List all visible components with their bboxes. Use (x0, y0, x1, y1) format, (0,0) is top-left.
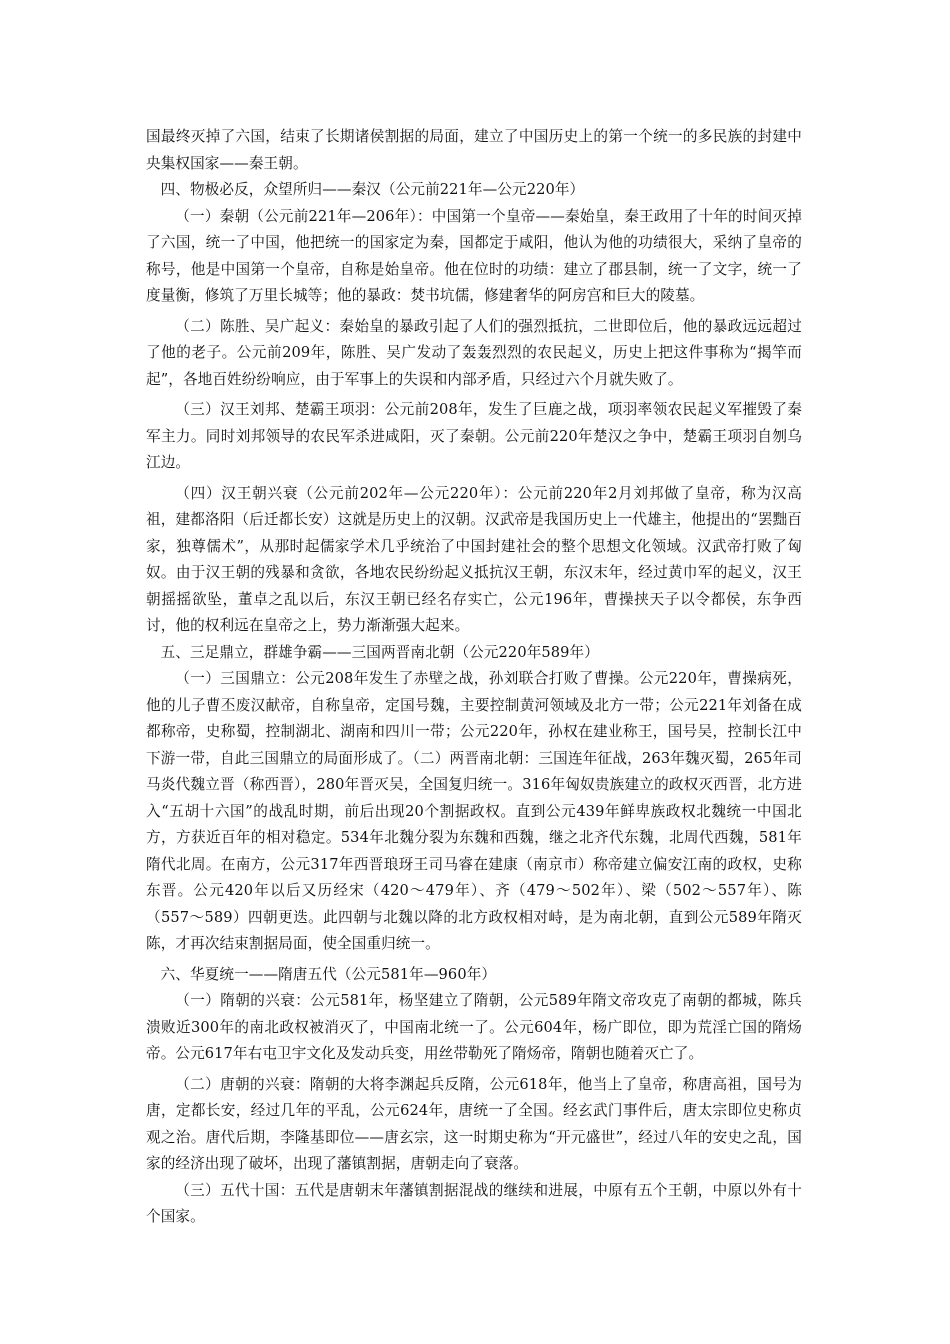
paragraph-sui-dynasty: （一）隋朝的兴衰：公元581年，杨坚建立了隋朝，公元589年隋文帝攻克了南朝的都城，陈兵溃败近300年的南北政权被消灭了，中国南北统一了。公元604年，杨广即位，即为荒淫亡国的隋炀帝。公元617年右屯卫宇文化及发动兵变，用丝带勒死了隋炀帝，隋朝也随着灭亡了。 (146, 992, 802, 1062)
section-heading-sui-tang: 六、华夏统一——隋唐五代（公元581年—960年） (160, 965, 497, 983)
paragraph-han-dynasty: （四）汉王朝兴衰（公元前202年—公元220年）：公元前220年2月刘邦做了皇帝，称为汉高祖，建都洛阳（后迁都长安）这就是历史上的汉朝。汉武帝是我国历史上一代雄主，他提出的“罢黜百家，独尊儒术”，从那时起儒家学术几乎统治了中国封建社会的整个思想文化领域。汉武帝打败了匈奴。由于汉王朝的残暴和贪欲，各地农民纷纷起义抵抗汉王朝，东汉末年，经过黄巾军的起义，汉王朝摇摇欲坠，董卓之乱以后，东汉王朝已经名存实亡，公元196年，曹操挟天子以令都侯，东争西讨，他的权利远在皇帝之上，势力渐渐强大起来。 (146, 484, 802, 634)
paragraph-chen-sheng-wu-guang: （二）陈胜、吴广起义：秦始皇的暴政引起了人们的强烈抵抗，二世即位后，他的暴政远远超过了他的老子。公元前209年，陈胜、吴广发动了轰轰烈烈的农民起义，历史上把这件事称为“揭竿而起”，各地百姓纷纷响应，由于军事上的失误和内部矛盾，只经过六个月就失败了。 (146, 317, 802, 388)
section-heading-qin-han: 四、物极必反，众望所归——秦汉（公元前221年—公元220年） (160, 181, 585, 198)
paragraph-intro: 国最终灭掉了六国，结束了长期诸侯割据的局面，建立了中国历史上的第一个统一的多民族的封建中央集权国家——秦王朝。 (146, 128, 802, 172)
paragraph-five-dynasties: （三）五代十国：五代是唐朝末年藩镇割据混战的继续和进展，中原有五个王朝，中原以外有十个国家。 (146, 1181, 802, 1225)
paragraph-three-kingdoms: （一）三国鼎立：公元208年发生了赤壁之战，孙刘联合打败了曹操。公元220年，曹操病死，他的儿子曹丕废汉献帝，自称皇帝，定国号魏，主要控制黄河领域及北方一带；公元221年刘备在成都称帝，史称蜀，控制湖北、湖南和四川一带；公元220年，孙权在建业称王，国号吴，控制长江中下游一带，自此三国鼎立的局面形成了。（二）两晋南北朝：三国连年征战，263年魏灭蜀，265年司马炎代魏立晋（称西晋），280年晋灭吴，全国复归统一。316年匈奴贵族建立的政权灭西晋，北方进入“五胡十六国”的战乱时期，前后出现20个割据政权。直到公元439年鲜卑族政权北魏统一中国北方，方获近百年的相对稳定。534年北魏分裂为东魏和西魏，继之北齐代东魏，北周代西魏，581年隋代北周。在南方，公元317年西晋琅玡王司马睿在建康（南京市）称帝建立偏安江南的政权，史称东晋。公元420年以后又历经宋（420～479年）、齐（479～502年）、梁（502～557年）、陈（557～589）四朝更迭。此四朝与北魏以降的北方政权相对峙，是为南北朝，直到公元589年隋灭陈，才再次结束割据局面，使全国重归统一。 (146, 670, 802, 952)
paragraph-qin-dynasty: （一）秦朝（公元前221年—206年）：中国第一个皇帝——秦始皇，秦王政用了十年的时间灭掉了六国，统一了中国，他把统一的国家定为秦，国都定于咸阳，他认为他的功绩很大，采纳了皇帝的称号，他是中国第一个皇帝，自称是始皇帝。他在位时的功绩：建立了郡县制，统一了文字，统一了度量衡，修筑了万里长城等；他的暴政：焚书坑儒，修建奢华的阿房宫和巨大的陵墓。 (146, 207, 802, 304)
paragraph-tang-dynasty: （二）唐朝的兴衰：隋朝的大将李渊起兵反隋，公元618年，他当上了皇帝，称唐高祖，国号为唐，定都长安，经过几年的平乱，公元624年，唐统一了全国。经玄武门事件后，唐太宗即位史称贞观之治。唐代后期，李隆基即位——唐玄宗，这一时期史称为“开元盛世”，经过八年的安史之乱，国家的经济出现了破坏，出现了藩镇割据，唐朝走向了衰落。 (146, 1075, 802, 1172)
document-body (146, 124, 802, 1231)
section-heading-three-kingdoms: 五、三足鼎立，群雄争霸——三国两晋南北朝（公元220年589年） (160, 643, 599, 661)
paragraph-liu-bang-xiang-yu: （三）汉王刘邦、楚霸王项羽：公元前208年，发生了巨鹿之战，项羽率领农民起义军摧毁了秦军主力。同时刘邦领导的农民军杀进咸阳，灭了秦朝。公元前220年楚汉之争中，楚霸王项羽自刎乌江边。 (146, 401, 802, 471)
